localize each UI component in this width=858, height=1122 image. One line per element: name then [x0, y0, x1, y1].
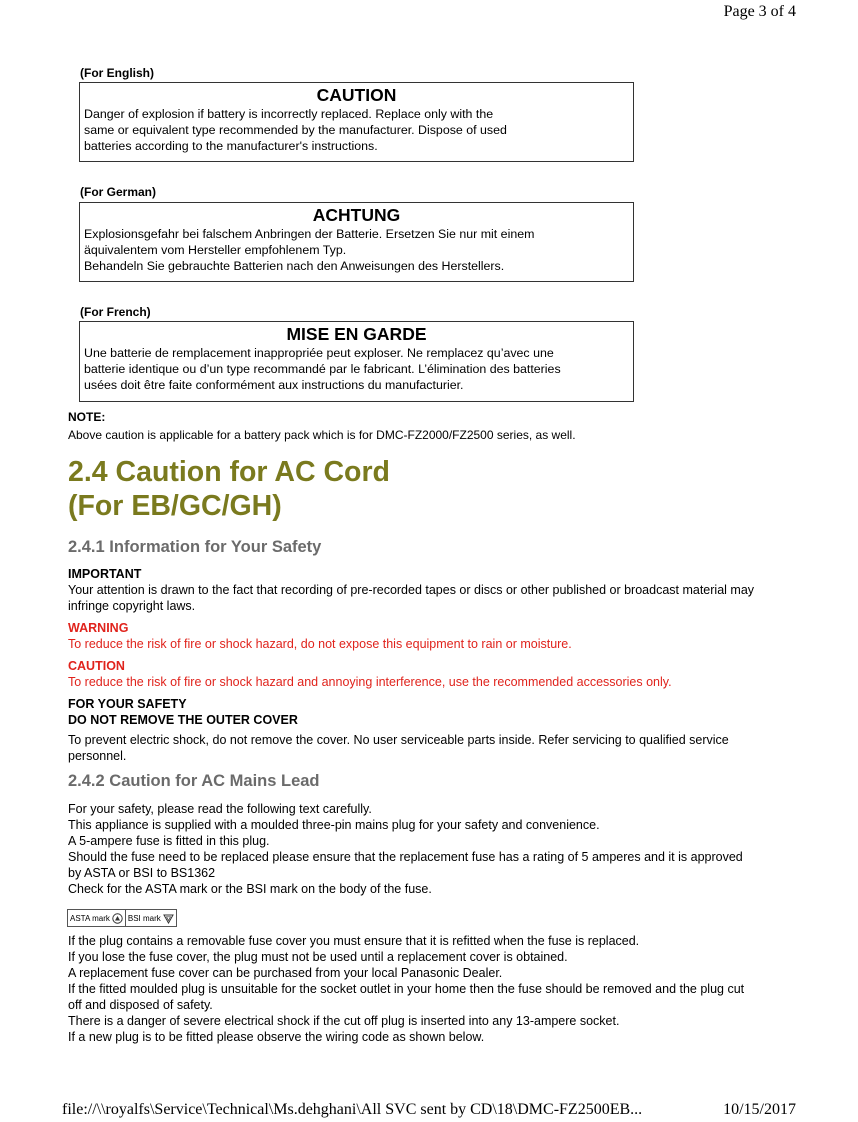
- caution-line: Behandeln Sie gebrauchte Batterien nach den Anweisungen des Herstellers.: [84, 259, 505, 273]
- fuse-mark-figure: [67, 909, 177, 927]
- warning-label: WARNING: [68, 621, 129, 635]
- caution-line: usées doit être faite conformément aux instructions du manufacturier.: [84, 378, 464, 392]
- caution-box-title: MISE EN GARDE: [286, 324, 427, 344]
- text-line: off and disposed of safety.: [68, 998, 213, 1012]
- bsi-mark-label: BSI mark: [127, 913, 161, 923]
- text-line: Check for the ASTA mark or the BSI mark on the body of the fuse.: [68, 882, 432, 896]
- footer-file-path: file://\\royalfs\Service\Technical\Ms.dehghani\All SVC sent by CD\18\DMC-FZ2500EB...: [62, 1101, 643, 1118]
- text-line: If the plug contains a removable fuse cover you must ensure that it is refitted when the fuse is replaced.: [68, 934, 640, 948]
- text-line: If the fitted moulded plug is unsuitable for the socket outlet in your home then the fuse should be removed and the plug cut: [68, 982, 745, 996]
- subsection-title-mains-lead: 2.4.2 Caution for AC Mains Lead: [68, 772, 320, 790]
- language-label-french: (For French): [80, 305, 151, 319]
- text-line: by ASTA or BSI to BS1362: [68, 866, 216, 880]
- text-line: For your safety, please read the following text carefully.: [68, 802, 372, 816]
- note-text: Above caution is applicable for a battery pack which is for DMC-FZ2000/FZ2500 series, as well.: [68, 428, 576, 442]
- mains-lead-paragraph-b: [68, 933, 788, 1045]
- caution-box-title: CAUTION: [316, 85, 397, 105]
- kitemark-icon: [163, 913, 174, 924]
- text-line: A 5-ampere fuse is fitted in this plug.: [68, 834, 270, 848]
- caution-line: äquivalentem vom Hersteller empfohlenem Typ.: [84, 243, 347, 257]
- caution-line: batteries according to the manufacturer's instructions.: [84, 139, 378, 153]
- caution-box-german: [79, 202, 634, 282]
- caution-line: Explosionsgefahr bei falschem Anbringen der Batterie. Ersetzen Sie nur mit einem: [84, 227, 535, 241]
- page-number: Page 3 of 4: [723, 3, 796, 20]
- footer-date: 10/15/2017: [723, 1101, 796, 1118]
- caution-label: CAUTION: [68, 659, 125, 673]
- warning-text: To reduce the risk of fire or shock hazard, do not expose this equipment to rain or moisture.: [68, 637, 572, 651]
- caution-box-title: ACHTUNG: [312, 205, 401, 225]
- caution-line: Une batterie de remplacement inappropriée peut exploser. Ne remplacez qu’avec une: [84, 346, 554, 360]
- text-line: A replacement fuse cover can be purchased from your local Panasonic Dealer.: [68, 966, 503, 980]
- text-line: If you lose the fuse cover, the plug must not be used until a replacement cover is obtained.: [68, 950, 568, 964]
- caution-line: same or equivalent type recommended by the manufacturer. Dispose of used: [84, 123, 507, 137]
- text-line: If a new plug is to be fitted please observe the wiring code as shown below.: [68, 1030, 485, 1044]
- safety-label: FOR YOUR SAFETY: [68, 697, 187, 711]
- language-label-german: (For German): [80, 185, 157, 199]
- subsection-title-safety-info: 2.4.1 Information for Your Safety: [68, 538, 322, 556]
- section-title: [68, 455, 390, 523]
- text-line: There is a danger of severe electrical shock if the cut off plug is inserted into any 13-ampere socket.: [68, 1014, 620, 1028]
- caution-line: Danger of explosion if battery is incorrectly replaced. Replace only with the: [84, 107, 494, 121]
- note-label: NOTE:: [68, 410, 106, 424]
- section-title-line-1: 2.4 Caution for AC Cord: [68, 456, 390, 488]
- text-line: This appliance is supplied with a moulded three-pin mains plug for your safety and convenience.: [68, 818, 600, 832]
- outer-cover-label: DO NOT REMOVE THE OUTER COVER: [68, 713, 298, 727]
- outer-cover-text: To prevent electric shock, do not remove the cover. No user serviceable parts inside. Refer servicing to qualified service personnel.: [68, 733, 729, 763]
- asta-mark-icon: [112, 913, 123, 924]
- important-text: Your attention is drawn to the fact that recording of pre-recorded tapes or discs or other published or broadcast material may infringe copyright laws.: [68, 583, 755, 613]
- caution-box-french: [79, 321, 634, 402]
- caution-text: To reduce the risk of fire or shock hazard and annoying interference, use the recommended accessories only.: [68, 675, 672, 689]
- bsi-mark: [125, 910, 176, 926]
- caution-box-english: [79, 82, 634, 162]
- caution-line: batterie identique ou d’un type recommandé par le fabricant. L’élimination des batteries: [84, 362, 561, 376]
- text-line: Should the fuse need to be replaced please ensure that the replacement fuse has a rating of 5 amperes and it is approved: [68, 850, 743, 864]
- asta-mark: [68, 910, 125, 926]
- asta-mark-label: ASTA mark: [70, 913, 110, 923]
- important-label: IMPORTANT: [68, 567, 142, 581]
- section-title-line-2: (For EB/GC/GH): [68, 490, 282, 522]
- language-label-english: (For English): [80, 66, 154, 80]
- mains-lead-paragraph-a: [68, 801, 788, 897]
